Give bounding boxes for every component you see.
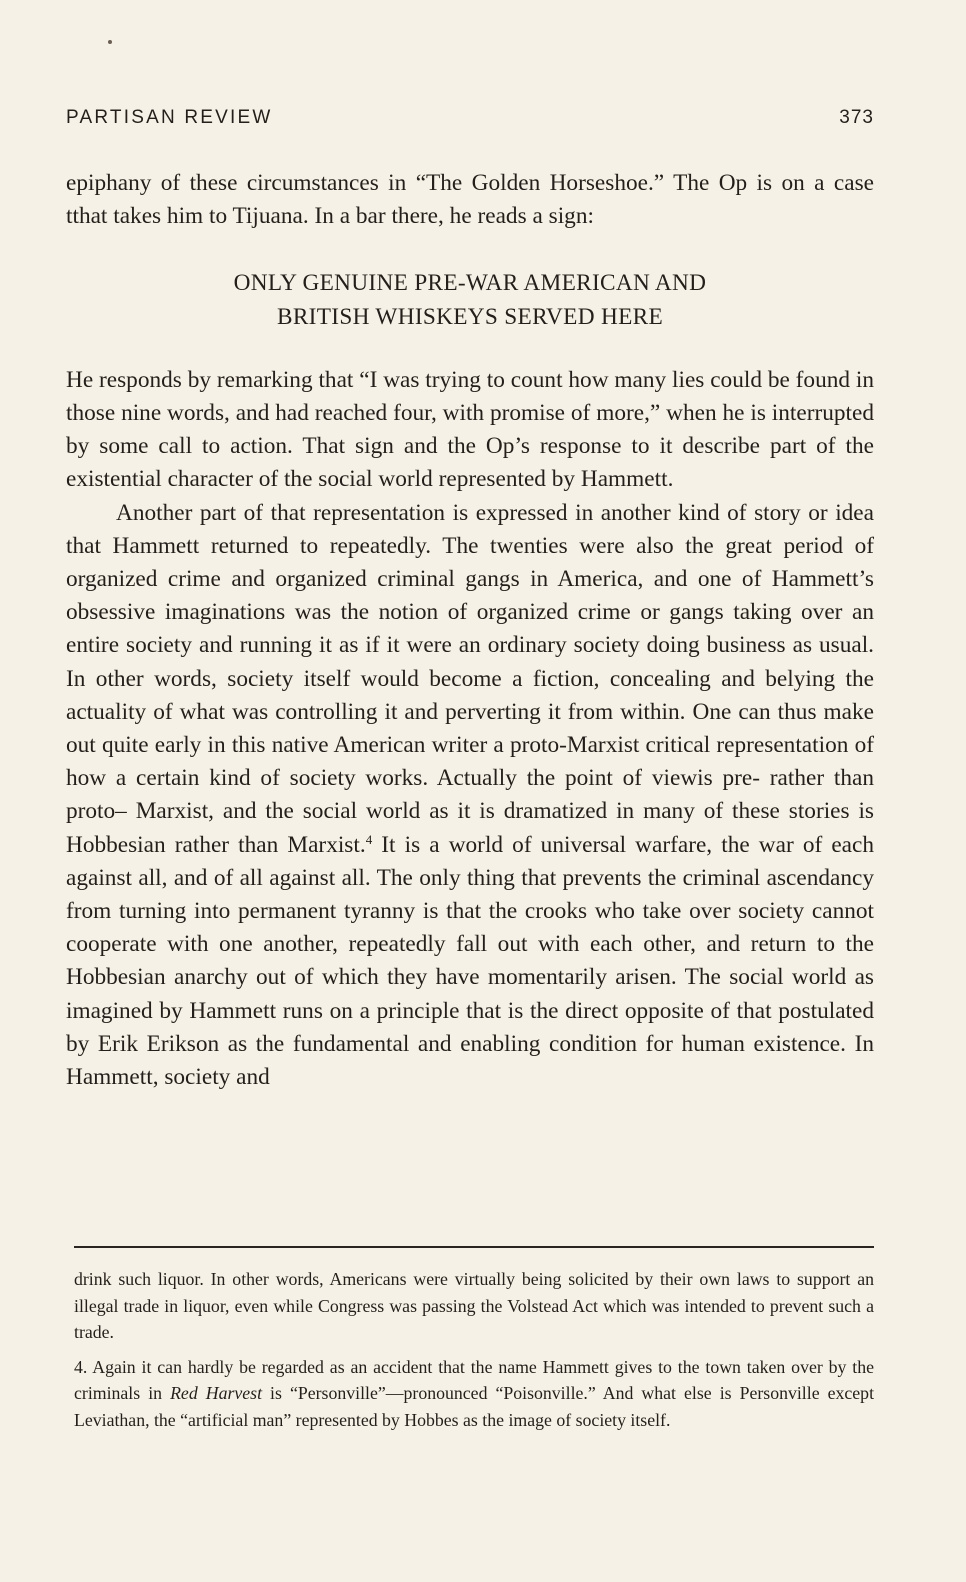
footnote-rule <box>74 1246 874 1248</box>
footnotes <box>74 1266 874 1433</box>
page-number: 373 <box>839 107 874 128</box>
footnote-4-book-title: Red Harvest <box>170 1383 263 1403</box>
journal-title: PARTISAN REVIEW <box>66 107 273 128</box>
paragraph-3-part-a: Another part of that representation is expressed in another kind of story or idea that Hammett returned to repeatedly. The twenties were also the great period of organized crime and organized criminal gangs in America, and one of Hammett’s obsessive imaginations was the notion of organized crime or gangs taking over an entire society and running it as if it were an ordinary society doing business as usual. In other words, society itself would become a fiction, concealing and belying the actuality of what was controlling it and perverting it from within. One can thus make out quite early in this native American writer a proto-Marxist critical representation of how a certain kind of society works. Actually the point of viewis pre- rather than proto– Marxist, and the social world as it is dramatized in many of these stories is Hobbesian rather than Marxist. <box>66 499 874 858</box>
paragraph-1: epiphany of these circumstances in “The Golden Horseshoe.” The Op is on a case tthat takes him to Tijuana. In a bar there, he reads a sign: <box>66 170 874 230</box>
sign-line-2: BRITISH WHISKEYS SERVED HERE <box>277 303 663 330</box>
footnote-4-text-a: Again it can hardly be regarded as an accident that the name Hammett gives to the town taken over by the criminals in <box>74 1356 874 1403</box>
footnote-4 <box>74 1354 874 1434</box>
footnote-ref-4: 4 <box>365 831 373 847</box>
bar-sign-quote <box>66 267 874 333</box>
footnote-continued: drink such liquor. In other words, Americans were virtually being solicited by their own laws to support an illegal trade in liquor, even while Congress was passing the Volstead Act which was intended to prevent such a trade. <box>74 1269 874 1342</box>
running-head <box>66 106 874 130</box>
sign-line-1: ONLY GENUINE PRE-WAR AMERICAN AND <box>233 270 707 297</box>
paragraph-3-part-b: It is a world of universal warfare, the war of each against all, and of all against all. The only thing that prevents the criminal ascendancy from turning into permanent tyranny is that the crooks who take over society cannot cooperate with one another, repeatedly fall out with each other, and return to the Hobbesian anarchy out of which they have momentarily arisen. The social world as imagined by Hammett runs on a principle that is the direct opposite of that postulated by Erik Erikson as the fundamental and enabling condition for human existence. In Hammett, society and <box>66 831 875 1091</box>
footnote-4-number: 4. <box>74 1356 88 1377</box>
print-speck <box>108 40 112 44</box>
footnote-4-text-b: is “Personville”—pronounced “Poisonville.” And what else is Personville except Leviathan, the “artificial man” represented by Hobbes as the image of society itself. <box>74 1383 875 1430</box>
body-text <box>66 167 874 1094</box>
paragraph-3 <box>66 497 874 1095</box>
paragraph-2: He responds by remarking that “I was trying to count how many lies could be found in those nine words, and had reached four, with promise of more,” when he is interrupted by some call to action. That sign and the Op’s response to it describe part of the existential character of the social world represented by Hammett. <box>66 366 874 493</box>
